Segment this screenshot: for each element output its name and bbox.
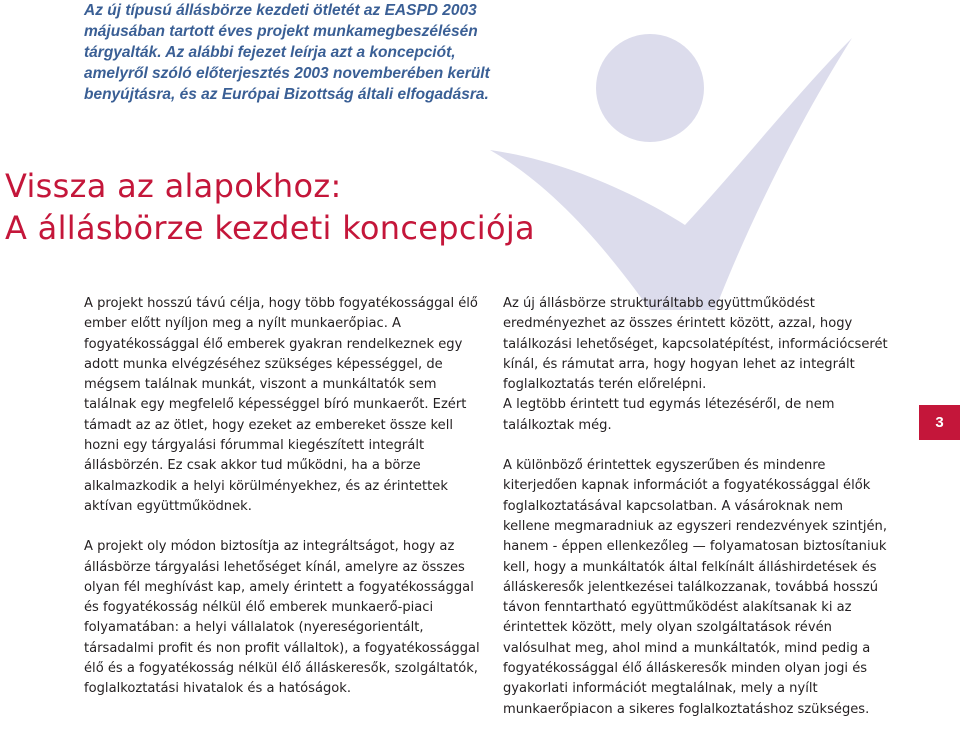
- left-paragraph-2: A projekt oly módon biztosítja az integráltságot, hogy az állásbörze tárgyalási lehetőséget kínál, amelyre az összes olyan fél meghívást kap, amely érintett a fogyatékossággal és fogyatékosság nélkül élő emberek munkaerő-piaci folyamatában: a helyi vállalatok (nyereségorientált, társadalmi profit és non profit vállaltok), a fogyatékossággal élő és a fogyatékosság nélkül élő álláskeresők, szolgáltatók, foglalkoztatási hivatalok és a hatóságok.: [84, 539, 480, 697]
- heading-line-1: Vissza az alapokhoz:: [5, 167, 342, 205]
- heading-line-2: A állásbörze kezdeti koncepciója: [5, 209, 535, 247]
- right-paragraph-1: Az új állásbörze strukturáltabb együttműködést eredményezhet az összes érintett között, azzal, hogy találkozási lehetőséget, kapcsolatépítést, információcserét kínál, és rámutat arra, hogy hogyan lehet az integrált foglalkoztatás terén előrelépni.: [503, 296, 888, 393]
- stylized-figure-logo-icon: [480, 10, 860, 310]
- right-paragraph-2: A legtöbb érintett tud egymás létezéséről, de nem találkoztak még.: [503, 397, 835, 433]
- page-number-badge: 3: [919, 405, 960, 440]
- intro-paragraph: Az új típusú állásbörze kezdeti ötletét az EASPD 2003 májusában tartott éves projekt munkamegbeszélésén tárgyalták. Az alábbi fejezet leírja azt a koncepciót, amelyről szóló előterjesztés 2003 novemberében került benyújtásra, és az Európai Bizottság általi elfogadásra.: [84, 2, 490, 103]
- left-paragraph-1: A projekt hosszú távú célja, hogy több fogyatékossággal élő ember előtt nyíljon meg a nyílt munkaerőpiac. A fogyatékossággal élő emberek gyakran rendelkeznek egy adott munka elvégzéséhez szükséges képességgel, de mégsem találnak munkát, viszont a munkáltatók sem találnak egy megfelelő képességgel bíró munkaerőt. Ezért támadt az az ötlet, hogy ezeket az embereket össze kell hozni egy tárgyalási fórummal kiegészített integrált állásbörzén. Ez csak akkor tud működni, ha a börze alkalmazkodik a helyi körülményekhez, és az érintettek aktívan együttműködnek.: [84, 296, 478, 514]
- right-paragraph-3: A különböző érintettek egyszerűben és mindenre kiterjedően kapnak információt a fogyatékossággal élők foglalkoztatásával kapcsolatban. A vásároknak nem kellene megmaradniuk az egyszeri rendezvények szintjén, hanem - éppen ellenkezőleg — folyamatosan biztosítaniuk kell, hogy a munkáltatók által felkínált álláshirdetések és álláskeresők jelentkezései találkozzanak, továbbá hosszú távon fenntartható együttműködést alakítsanak ki az érintettek között, mely olyan szolgáltatások révén valósulhat meg, ahol mind a munkáltatók, mind pedig a fogyatékossággal élő álláskeresők minden olyan jogi és gyakorlati információt megtalálnak, mely a nyílt munkaerőpiacon a sikeres foglalkoztatáshoz szükséges.: [503, 458, 887, 717]
- section-heading: [5, 165, 535, 249]
- left-column: [84, 294, 484, 700]
- right-column: [503, 294, 893, 720]
